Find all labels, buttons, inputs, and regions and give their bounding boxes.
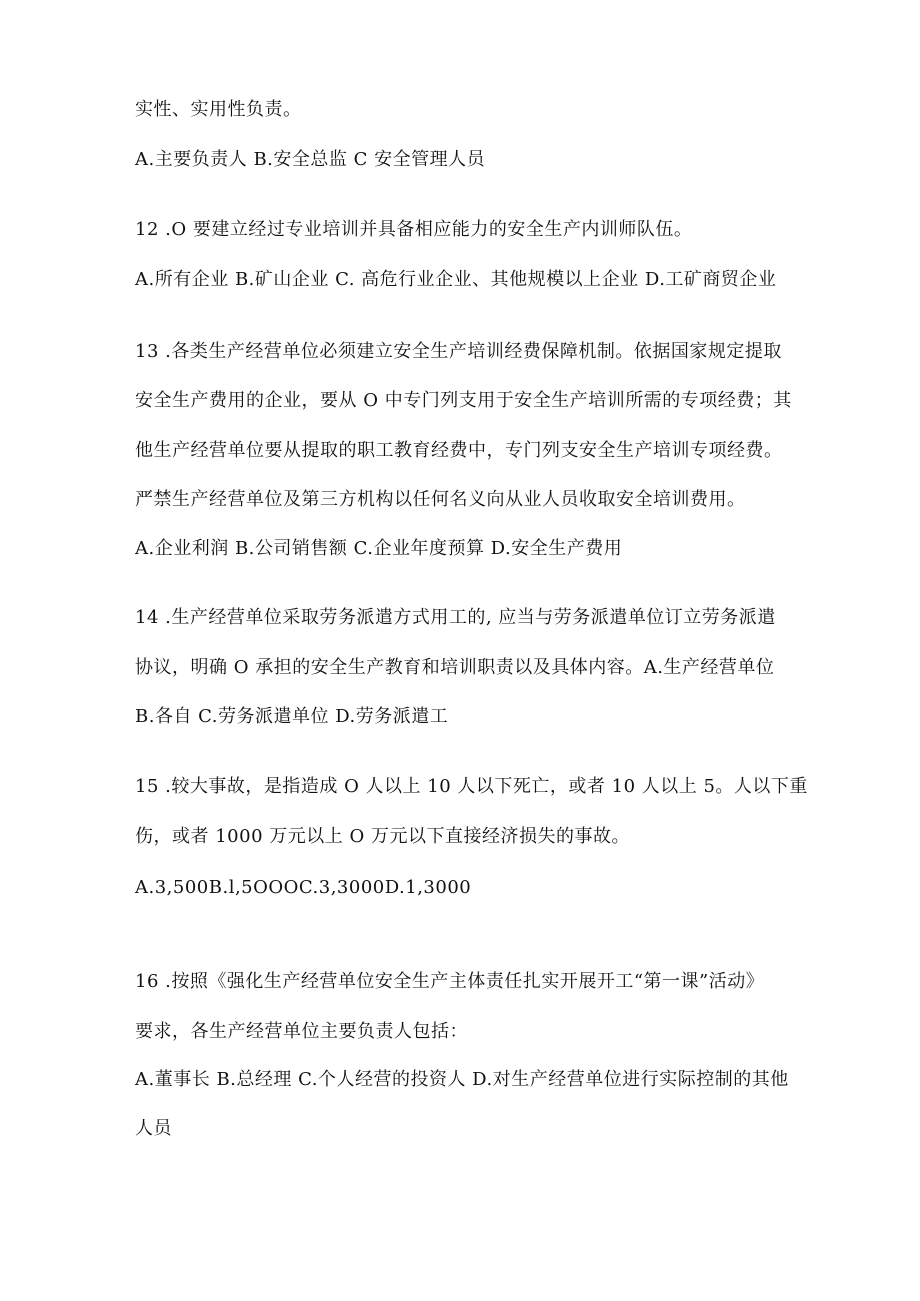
text-line: 要求，各生产经营单位主要负责人包括：	[135, 1021, 468, 1042]
text-line: A.3,500B.l,5OOOC.3,3000D.1,3000	[135, 877, 472, 898]
text-line: 16 .按照《强化生产经营单位安全生产主体责任扎实开展开工“第一课”活动》	[135, 971, 765, 992]
text-line: 人员	[135, 1118, 172, 1139]
text-line: 严禁生产经营单位及第三方机构以任何名义向从业人员收取安全培训费用。	[135, 489, 746, 510]
text-line: A.所有企业 B.矿山企业 C. 高危行业企业、其他规模以上企业 D.工矿商贸企业	[135, 269, 777, 290]
text-line: 他生产经营单位要从提取的职工教育经费中，专门列支安全生产培训专项经费。	[135, 440, 783, 461]
text-line: 14 .生产经营单位采取劳务派遣方式用工的, 应当与劳务派遣单位订立劳务派遣	[135, 607, 776, 628]
text-line: A.企业利润 B.公司销售额 C.企业年度预算 D.安全生产费用	[135, 538, 623, 559]
text-line: A.董事长 B.总经理 C.个人经营的投资人 D.对生产经营单位进行实际控制的其他	[135, 1069, 789, 1090]
text-line: 15 .较大事故，是指造成 O 人以上 10 人以下死亡，或者 10 人以上 5。人以下重	[135, 776, 808, 797]
text-line: 13 .各类生产经营单位必须建立安全生产培训经费保障机制。依据国家规定提取	[135, 341, 782, 362]
text-line: B.各自 C.劳务派遣单位 D.劳务派遣工	[135, 706, 449, 727]
text-line: 实性、实用性负责。	[135, 99, 302, 120]
text-line: 协议，明确 O 承担的安全生产教育和培训职责以及具体内容。A.生产经营单位	[135, 657, 775, 678]
text-line: 安全生产费用的企业，要从 O 中专门列支用于安全生产培训所需的专项经费；其	[135, 390, 792, 411]
text-line: 伤，或者 1000 万元以上 O 万元以下直接经济损失的事故。	[135, 826, 630, 847]
text-line: A.主要负责人 B.安全总监 C 安全管理人员	[135, 149, 486, 170]
text-line: 12 .O 要建立经过专业培训并具备相应能力的安全生产内训师队伍。	[135, 219, 693, 240]
